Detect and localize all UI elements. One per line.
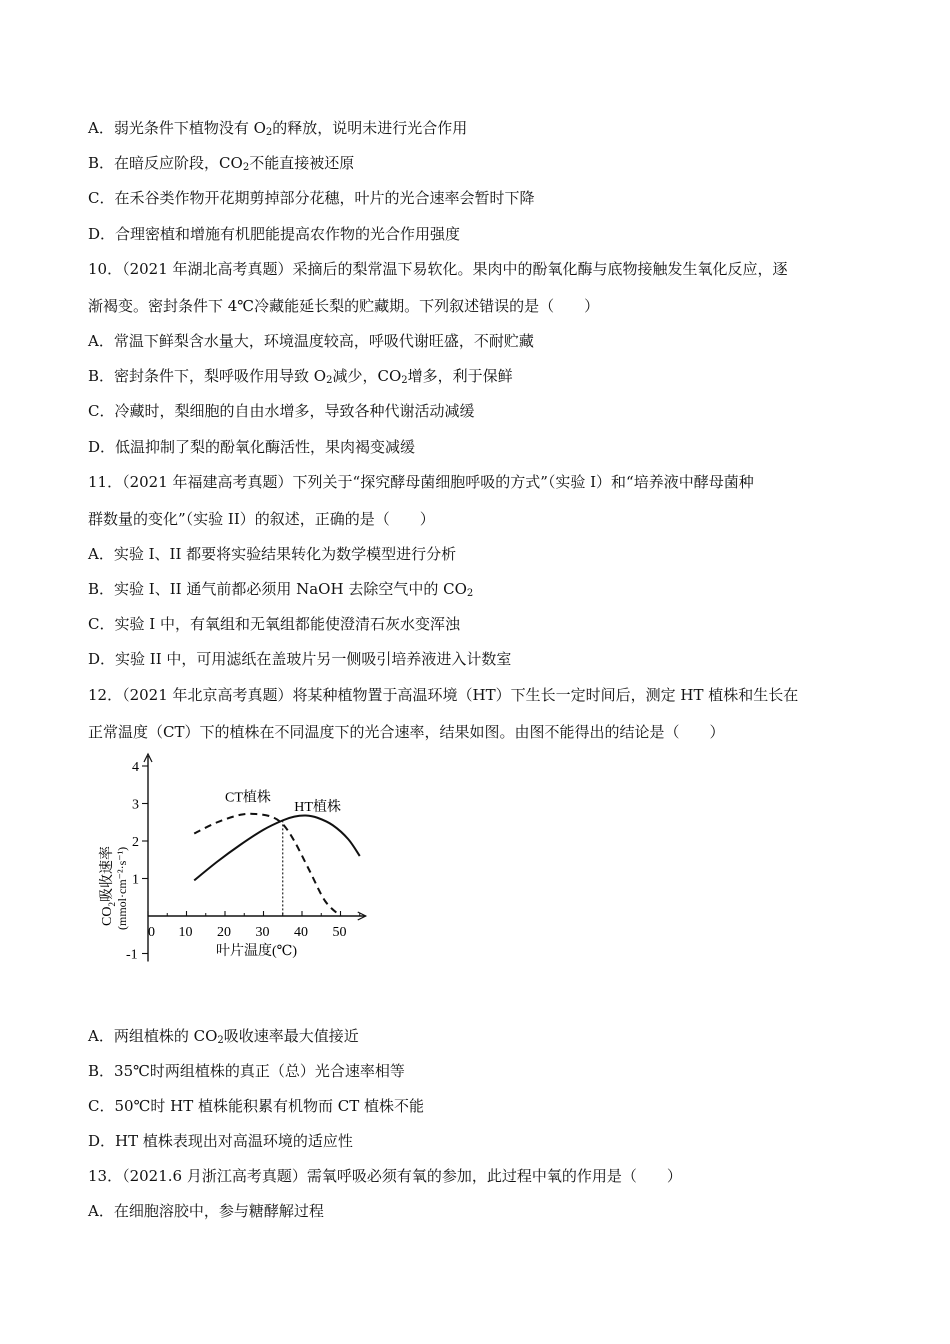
q10-option-c: C．冷藏时，梨细胞的自由水增多，导致各种代谢活动减缓: [88, 402, 475, 420]
y-tick-label: 3: [132, 797, 139, 813]
y-tick-label: 4: [132, 760, 139, 775]
subscript: 2: [265, 127, 273, 138]
x-tick-label: 10: [178, 925, 193, 940]
q10-option-d: D．低温抑制了梨的酚氧化酶活性，果肉褐变减缓: [88, 438, 416, 456]
q11-option-b: [88, 579, 473, 599]
q11-stem-line1: 11．（2021 年福建高考真题）下列关于“探究酵母菌细胞呼吸的方式”（实验 I）和“培养液中酵母菌种: [88, 473, 754, 491]
q9-option-d: D．合理密植和增施有机肥能提高农作物的光合作用强度: [88, 225, 461, 243]
chart-series: [194, 789, 360, 917]
q9-option-b-text-rest: 不能直接被还原: [249, 154, 355, 172]
x-tick-label: 0: [148, 925, 155, 940]
subscript: 2: [326, 375, 333, 386]
q10-option-b-text-mid: 减少，CO: [332, 367, 402, 385]
q9-option-a: [88, 118, 467, 138]
chart-y-label-sub: 2: [107, 902, 117, 907]
q9-option-b: [88, 153, 354, 173]
y-tick-label: 1: [132, 872, 139, 888]
q12-option-b: B．35℃时两组植株的真正（总）光合速率相等: [88, 1062, 405, 1080]
q10-stem-line2: 渐褐变。密封条件下 4℃冷藏能延长梨的贮藏期。下列叙述错误的是（ ）: [88, 297, 600, 315]
x-tick-label: 20: [217, 925, 231, 940]
ht-series-line: [194, 815, 360, 880]
subscript: 2: [401, 375, 408, 386]
ct-series-line: [194, 814, 340, 916]
q13-stem: 13．（2021.6 月浙江高考真题）需氧呼吸必须有氧的参加，此过程中氧的作用是（ ）: [88, 1167, 682, 1185]
q11-option-c: C．实验 I 中，有氧组和无氧组都能使澄清石灰水变浑浊: [88, 615, 460, 633]
chart-x-label: 叶片温度(℃): [216, 944, 297, 959]
chart-y-label-rest: 吸收速率: [100, 846, 115, 903]
q12-option-c: C．50℃时 HT 植株能积累有机物而 CT 植株不能: [88, 1097, 424, 1115]
subscript: 2: [242, 162, 250, 173]
q13-option-a: A．在细胞溶胶中，参与糖酵解过程: [88, 1202, 324, 1220]
subscript: 2: [466, 588, 474, 599]
q10-option-b-text-rest: 增多，利于保鲜: [407, 367, 513, 385]
q11-option-a: A．实验 I、II 都要将实验结果转化为数学模型进行分析: [88, 545, 457, 563]
chart-y-label: [98, 846, 129, 930]
q9-option-c: C．在禾谷类作物开花期剪掉部分花穗，叶片的光合速率会暂时下降: [88, 189, 535, 207]
q12-option-a-text-rest: 吸收速率最大值接近: [223, 1027, 359, 1045]
ct-series-label: CT植株: [225, 790, 271, 806]
y-tick-label: 2: [132, 835, 139, 850]
q12-option-a-text: A．两组植株的 CO: [88, 1027, 218, 1045]
q10-option-b-text: B．密封条件下，梨呼吸作用导致 O: [88, 367, 327, 385]
q10-stem-line1: 10．（2021 年湖北高考真题）采摘后的梨常温下易软化。果肉中的酚氧化酶与底物接触发生氧化反应，逐: [88, 260, 788, 278]
q9-option-a-text-rest: 的释放，说明未进行光合作用: [272, 119, 468, 137]
chart-y-label-main: CO: [100, 906, 115, 926]
y-tick-label: -1: [126, 947, 138, 963]
chart-y-label-unit: (mmol·cm⁻²·s⁻¹): [115, 846, 129, 930]
q11-option-d: D．实验 II 中，可用滤纸在盖玻片另一侧吸引培养液进入计数室: [88, 650, 512, 668]
x-tick-label: 30: [255, 925, 270, 940]
q9-option-a-text: A．弱光条件下植物没有 O: [88, 119, 266, 137]
q12-option-a: [88, 1026, 359, 1046]
q10-option-a: A．常温下鲜梨含水量大，环境温度较高，呼吸代谢旺盛，不耐贮藏: [88, 332, 534, 350]
x-tick-label: 40: [294, 925, 308, 940]
x-tick-label: 50: [332, 925, 347, 940]
subscript: 2: [217, 1035, 224, 1046]
q11-stem-line2: 群数量的变化”（实验 II）的叙述，正确的是（ ）: [88, 510, 435, 528]
q12-stem-line1: 12．（2021 年北京高考真题）将某种植物置于高温环境（HT）下生长一定时间后，测定 HT 植株和生长在: [88, 686, 799, 704]
q9-option-b-text: B．在暗反应阶段，CO: [88, 154, 243, 172]
q11-option-b-text: B．实验 I、II 通气前都必须用 NaOH 去除空气中的 CO: [88, 580, 467, 598]
q12-option-d: D．HT 植株表现出对高温环境的适应性: [88, 1132, 353, 1150]
photosynthesis-chart: [86, 752, 386, 972]
ht-series-label: HT植株: [294, 799, 341, 815]
q10-option-b: [88, 366, 513, 386]
q12-stem-line2: 正常温度（CT）下的植株在不同温度下的光合速率，结果如图。由图不能得出的结论是（ ）: [88, 723, 725, 741]
